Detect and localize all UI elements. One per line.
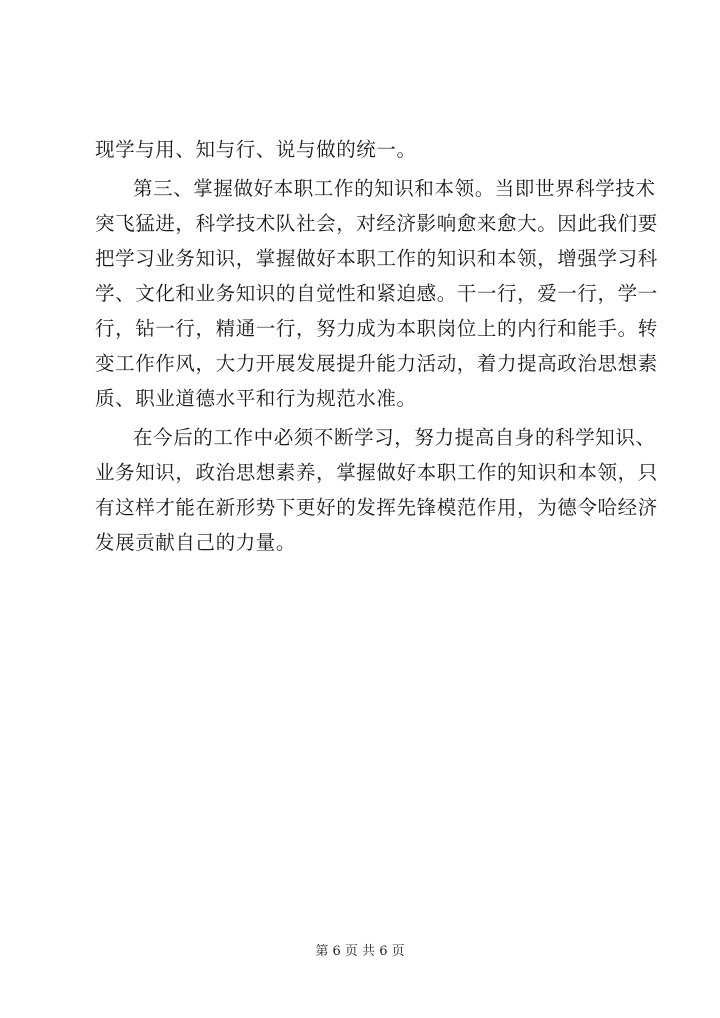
text-line: 学、文化和业务知识的自觉性和紧迫感。干一行，爱一行，学一 [95, 282, 658, 305]
text-line: 业务知识，政治思想素养，掌握做好本职工作的知识和本领，只 [95, 461, 658, 484]
text-line: 行，钻一行，精通一行，努力成为本职岗位上的内行和能手。转 [95, 317, 658, 340]
paragraph-start: 第三、掌握做好本职工作的知识和本领。当即世界科学技术 [133, 177, 656, 200]
text-line: 现学与用、知与行、说与做的统一。 [95, 138, 417, 161]
text-line: 把学习业务知识，掌握做好本职工作的知识和本领，增强学习科 [95, 247, 658, 270]
paragraph-start: 在今后的工作中必须不断学习，努力提高自身的科学知识、 [133, 426, 656, 449]
text-line: 发展贡献自己的力量。 [95, 531, 297, 554]
text-line: 突飞猛进，科学技术队社会，对经济影响愈来愈大。因此我们要 [95, 212, 658, 235]
text-line: 质、职业道德水平和行为规范水准。 [95, 387, 417, 410]
text-line: 变工作作风，大力开展发展提升能力活动，着力提高政治思想素 [95, 352, 658, 375]
page-number-footer: 第 6 页 共 6 页 [315, 944, 405, 959]
text-line: 有这样才能在新形势下更好的发挥先锋模范作用，为德令哈经济 [95, 496, 658, 519]
